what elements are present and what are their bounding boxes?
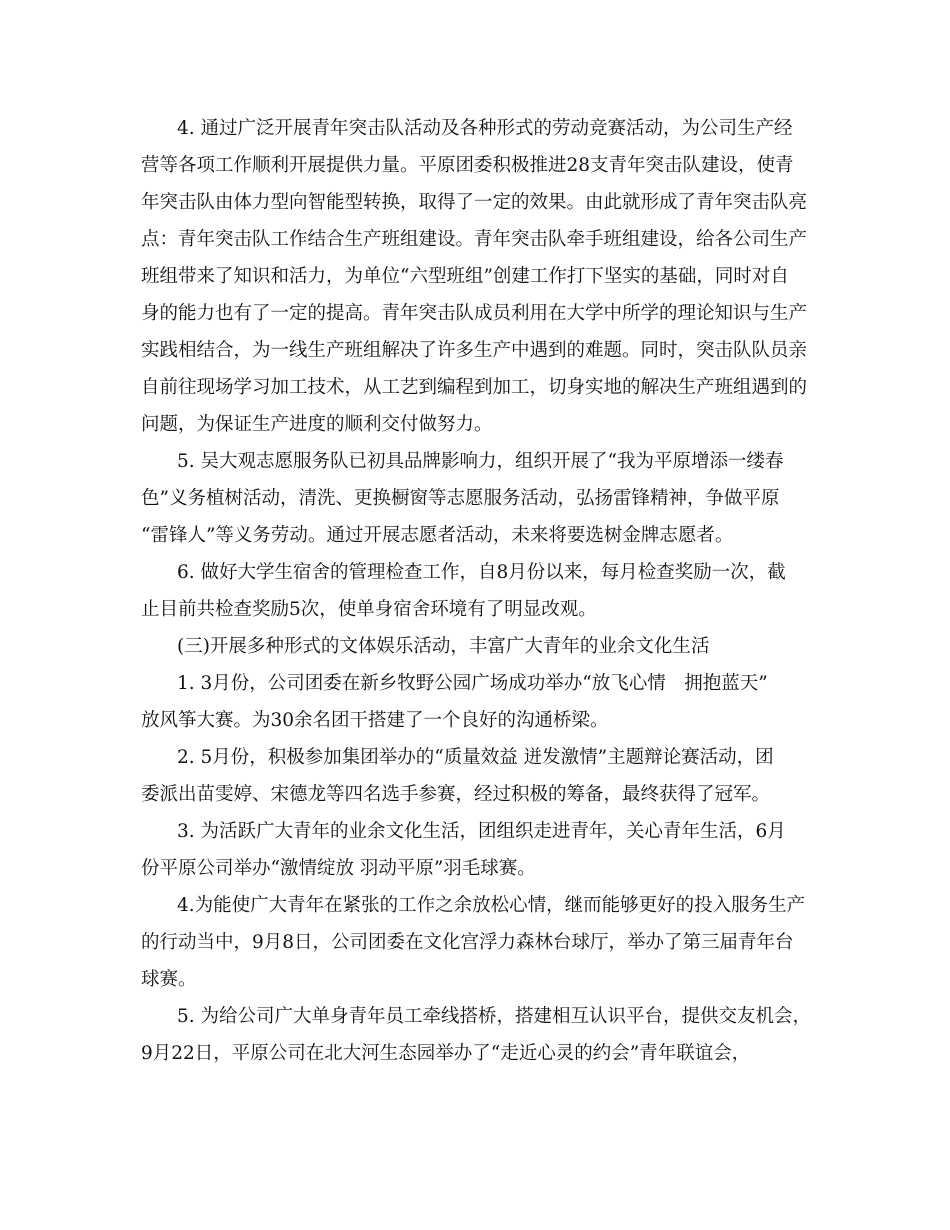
text-line: 止目前共检查奖励5次，使单身宿舍环境有了明显改观。 — [141, 599, 597, 620]
text-line: 放风筝大赛。为30余名团干搭建了一个良好的沟通桥梁。 — [141, 710, 609, 731]
text-line: 色”义务植树活动，清洗、更换橱窗等志愿服务活动，弘扬雷锋精神，争做平原 — [141, 488, 780, 509]
text-line: 5. 为给公司广大单身青年员工牵线搭桥，搭建相互认识平台，提供交友机会， — [177, 1006, 812, 1027]
text-line: “雷锋人”等义务劳动。通过开展志愿者活动，未来将要选树金牌志愿者。 — [141, 525, 734, 546]
text-line: 球赛。 — [141, 969, 197, 990]
text-line: 1. 3月份，公司团委在新乡牧野公园广场成功举办“放飞心情 拥抱蓝天” — [177, 673, 768, 694]
text-line: 的行动当中，9月8日，公司团委在文化宫浮力森林台球厅，举办了第三届青年台 — [141, 932, 794, 953]
text-line: 点：青年突击队工作结合生产班组建设。青年突击队牵手班组建设，给各公司生产 — [141, 229, 808, 250]
section-heading: (三)开展多种形式的文体娱乐活动，丰富广大青年的业余文化生活 — [177, 636, 710, 657]
text-line: 自前往现场学习加工技术，从工艺到编程到加工，切身实地的解决生产班组遇到的 — [141, 377, 808, 398]
text-line: 5. 吴大观志愿服务队已初具品牌影响力，组织开展了“我为平原增添一缕春 — [177, 451, 784, 472]
text-line: 3. 为活跃广大青年的业余文化生活，团组织走进青年，关心青年生活，6月 — [177, 821, 786, 842]
text-line: 班组带来了知识和活力，为单位“六型班组”创建工作打下坚实的基础，同时对自 — [141, 266, 789, 287]
text-line: 实践相结合，为一线生产班组解决了许多生产中遇到的难题。同时，突击队队员亲 — [141, 340, 808, 361]
text-line: 份平原公司举办“激情绽放 羽动平原”羽毛球赛。 — [141, 858, 536, 879]
text-line: 6. 做好大学生宿舍的管理检查工作，自8月份以来，每月检查奖励一次，截 — [177, 562, 786, 583]
text-line: 4. 通过广泛开展青年突击队活动及各种形式的劳动竞赛活动，为公司生产经 — [177, 118, 793, 139]
text-line: 2. 5月份，积极参加集团举办的“质量效益 迸发激情”主题辩论赛活动，团 — [177, 747, 774, 768]
text-line: 委派出苗雯婷、宋德龙等四名选手参赛，经过积极的筹备，最终获得了冠军。 — [141, 784, 771, 805]
text-line: 身的能力也有了一定的提高。青年突击队成员利用在大学中所学的理论知识与生产 — [141, 303, 808, 324]
text-line: 9月22日，平原公司在北大河生态园举办了“走近心灵的约会”青年联谊会， — [141, 1043, 751, 1064]
text-line: 营等各项工作顺利开展提供力量。平原团委积极推进28支青年突击队建设，使青 — [141, 155, 794, 176]
text-line: 问题，为保证生产进度的顺利交付做努力。 — [141, 414, 493, 435]
text-line: 年突击队由体力型向智能型转换，取得了一定的效果。由此就形成了青年突击队亮 — [141, 192, 808, 213]
text-line: 4.为能使广大青年在紧张的工作之余放松心情，继而能够更好的投入服务生产 — [177, 895, 806, 916]
